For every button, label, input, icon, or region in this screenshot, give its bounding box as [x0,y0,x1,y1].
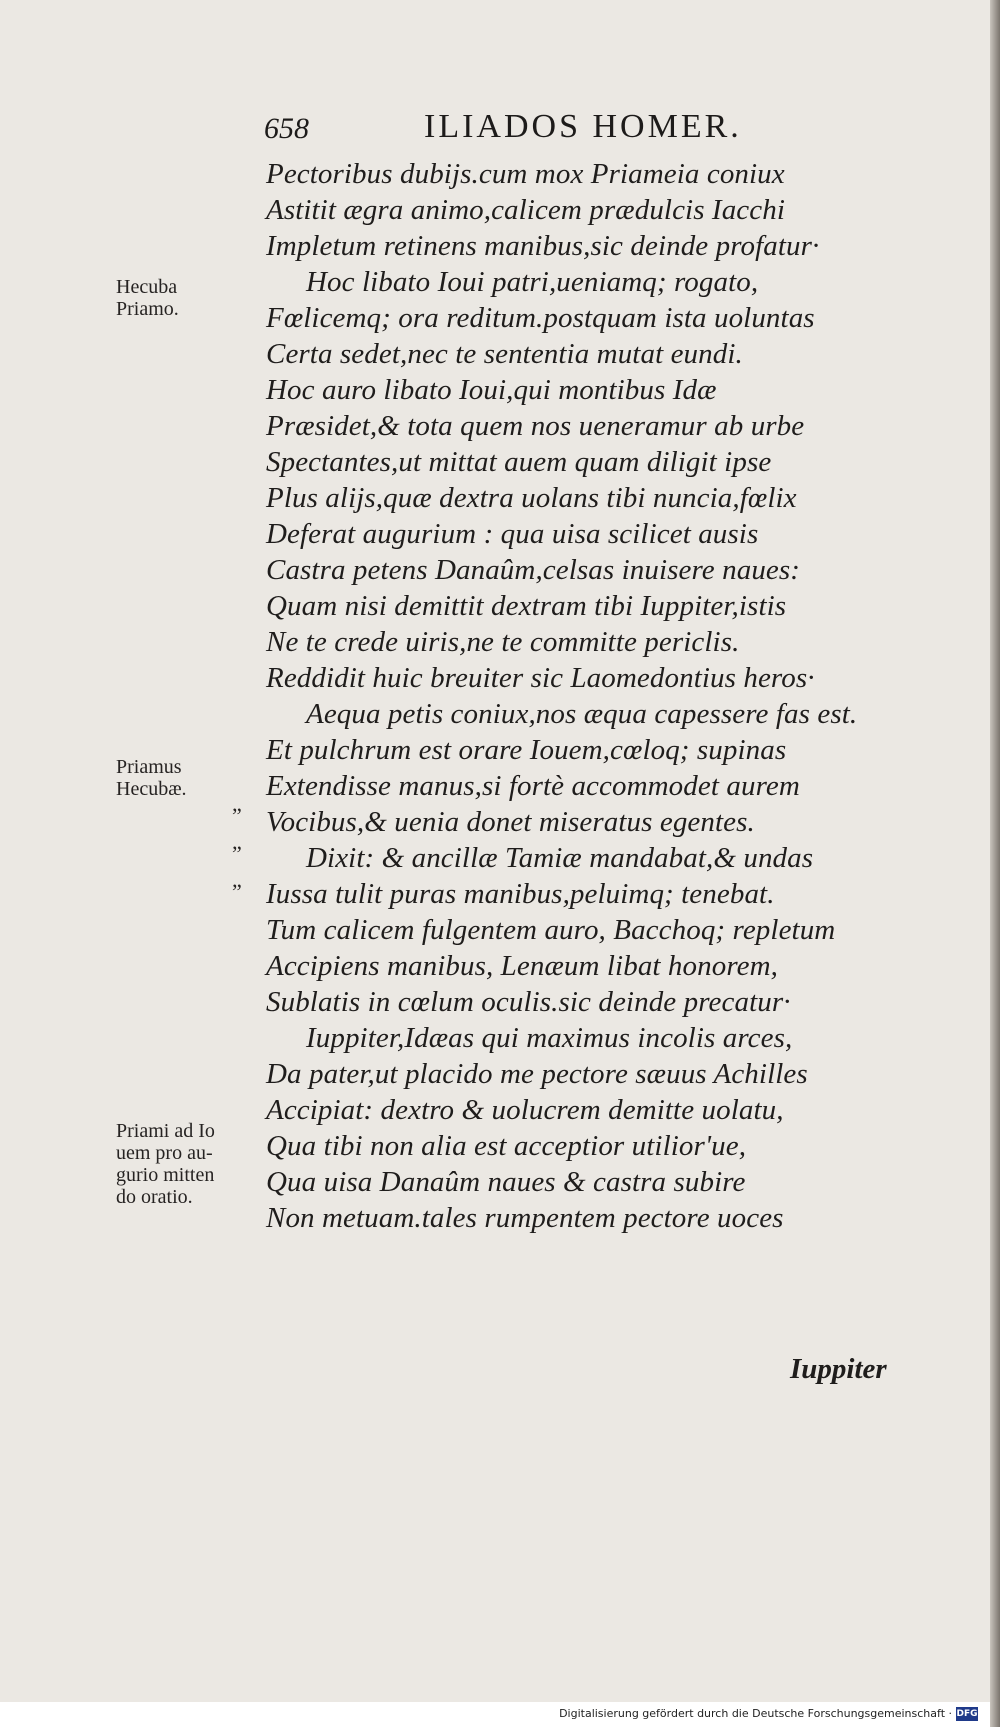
verse-line: Extendisse manus,si fortè accommodet aurem [266,770,800,802]
verse-line: Fœlicemq; ora reditum.postquam ista uoluntas [266,302,815,334]
verse-line: Castra petens Danaûm,celsas inuisere naues: [266,554,801,586]
verse-line: Hoc auro libato Ioui,qui montibus Idæ [266,374,717,406]
verse-line: Deferat augurium : qua uisa scilicet ausis [266,518,759,550]
verse-line: Astitit ægra animo,calicem prædulcis Iacchi [266,194,785,226]
side-note-line: gurio mitten [116,1164,215,1186]
page-edge [990,0,1000,1727]
footer-bar [0,1702,990,1727]
verse-line: Ne te crede uiris,ne te committe periclis. [266,626,740,658]
side-note-line: Hecubæ. [116,778,187,800]
verse-line: Qua tibi non alia est acceptior utilior'ue, [266,1130,747,1162]
running-title: ILIADOS HOMER. [424,108,742,145]
quotation-mark: ” [232,803,242,828]
verse-line: Iuppiter,Idæas qui maximus incolis arces, [306,1022,793,1054]
verse-line: Iussa tulit puras manibus,peluimq; tenebat. [266,878,775,910]
verse-line: Reddidit huic breuiter sic Laomedontius heros· [266,662,815,694]
verse-line: Præsidet,& tota quem nos ueneramur ab urbe [266,410,805,442]
quotation-mark: ” [232,879,242,904]
verse-line: Da pater,ut placido me pectore sæuus Achilles [266,1058,808,1090]
page-number: 658 [264,112,309,145]
verse-line: Aequa petis coniux,nos æqua capessere fas est. [306,698,858,730]
side-note-line: uem pro au- [116,1142,213,1164]
verse-line: Hoc libato Ioui patri,ueniamq; rogato, [306,266,759,298]
quotation-mark: ” [232,841,242,866]
side-note-priami-oratio [116,1120,215,1208]
verse-line: Spectantes,ut mittat auem quam diligit ipse [266,446,772,478]
verse-line: Pectoribus dubijs.cum mox Priameia coniux [266,158,785,190]
verse-line: Vocibus,& uenia donet miseratus egentes. [266,806,755,838]
verse-line: Accipiens manibus, Lenæum libat honorem, [266,950,778,982]
verse-line: Qua uisa Danaûm naues & castra subire [266,1166,746,1198]
funding-notice: Digitalisierung gefördert durch die Deutsche Forschungsgemeinschaft · [559,1707,952,1720]
verse-line: Impletum retinens manibus,sic deinde profatur· [266,230,820,262]
verse-line: Quam nisi demittit dextram tibi Iuppiter,istis [266,590,787,622]
side-note-line: Priamo. [116,298,179,320]
verse-line: Sublatis in cœlum oculis.sic deinde precatur· [266,986,791,1018]
side-note-hecuba [116,276,179,320]
dfg-logo-icon[interactable]: DFG [956,1709,978,1719]
verse-line: Et pulchrum est orare Iouem,cœloq; supinas [266,734,787,766]
side-note-line: do oratio. [116,1186,193,1208]
verse-line: Non metuam.tales rumpentem pectore uoces [266,1202,784,1234]
verse-line: Accipiat: dextro & uolucrem demitte uolatu, [266,1094,784,1126]
catchword: Iuppiter [790,1353,887,1385]
verse-line: Tum calicem fulgentem auro, Bacchoq; repletum [266,914,836,946]
verse-line: Certa sedet,nec te sententia mutat eundi. [266,338,743,370]
page-header [264,108,784,152]
side-note-line: Priami ad Io [116,1120,215,1142]
side-note-line: Hecuba [116,276,178,298]
verse-line: Plus alijs,quæ dextra uolans tibi nuncia,fœlix [266,482,797,514]
side-note-line: Priamus [116,756,182,778]
verse-line: Dixit: & ancillæ Tamiæ mandabat,& undas [306,842,814,874]
side-note-priamus [116,756,187,800]
